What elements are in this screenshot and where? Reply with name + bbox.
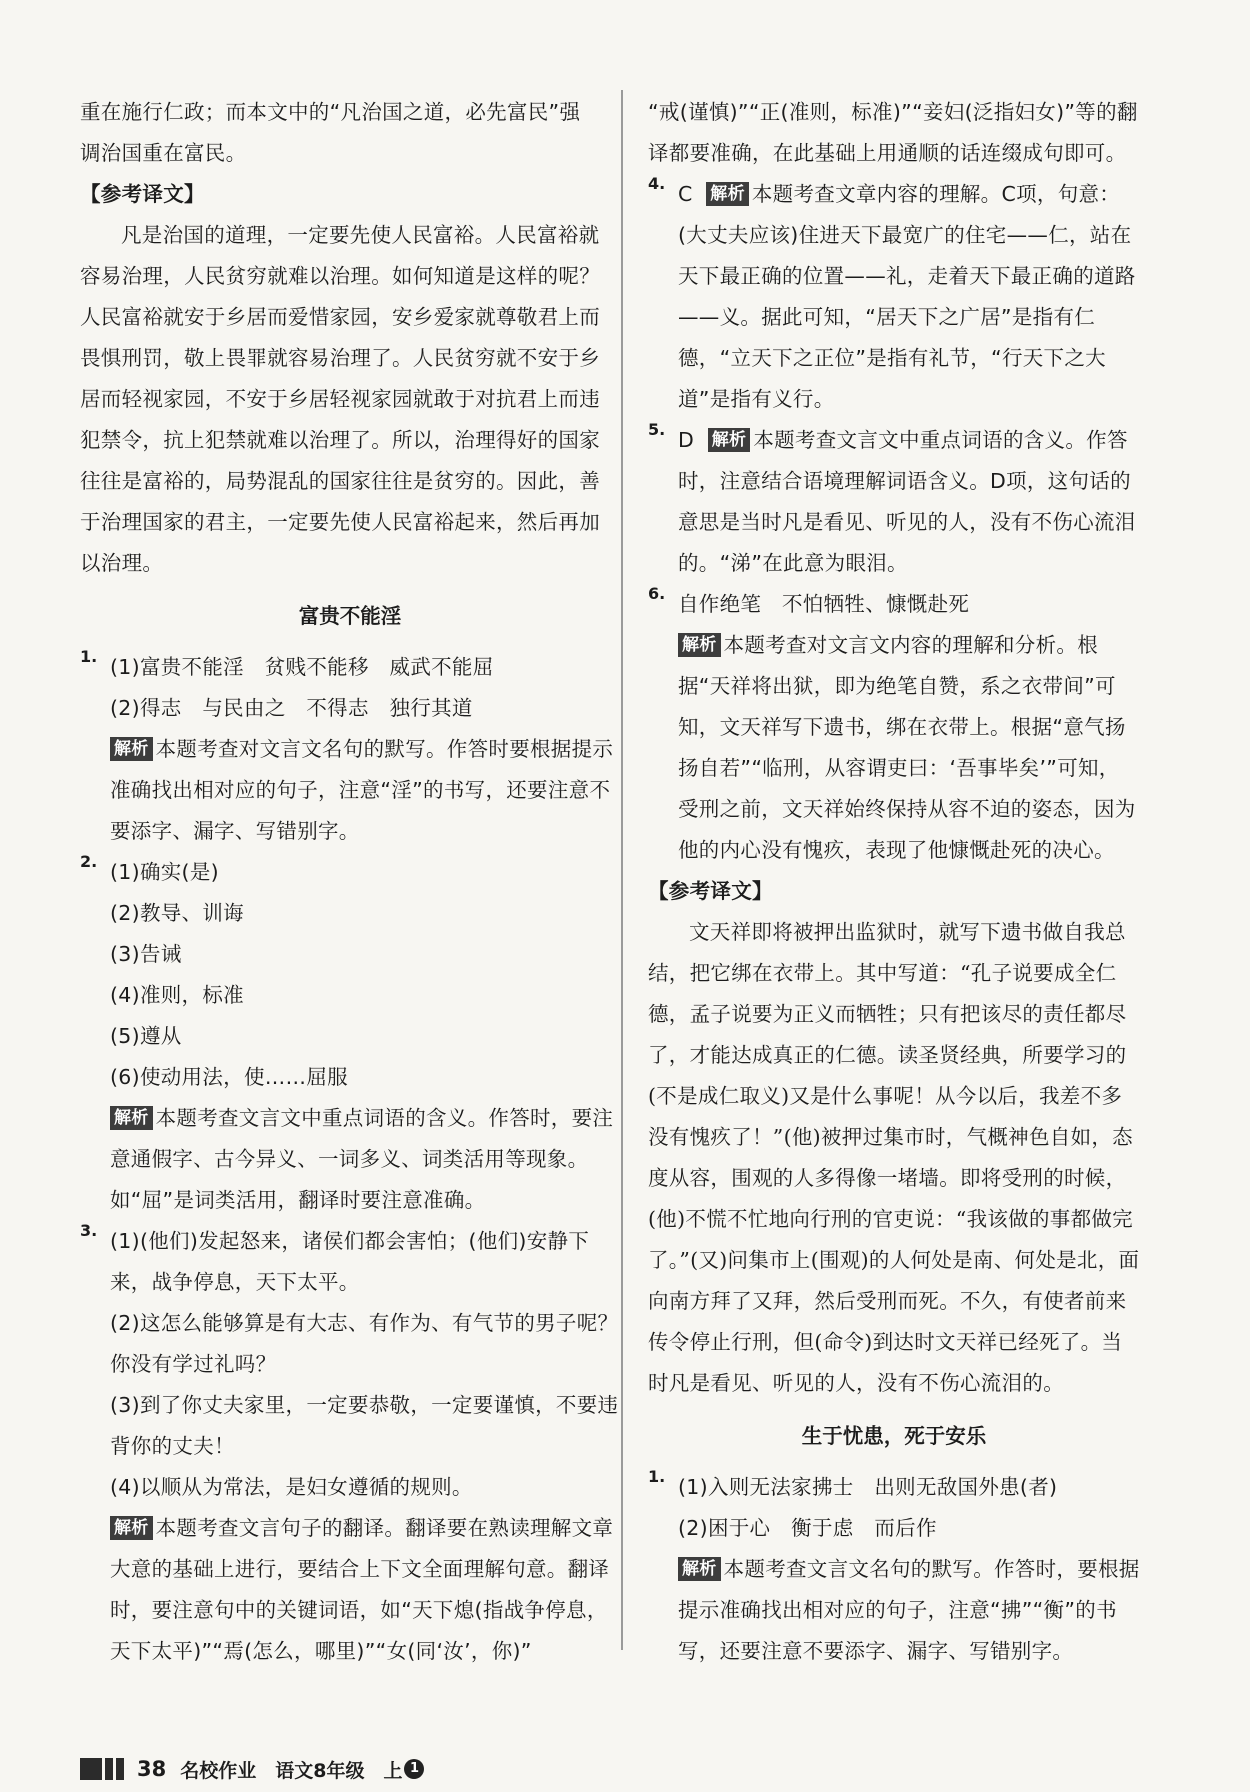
question-1 xyxy=(648,1467,1140,1672)
page-number: 38 xyxy=(137,1757,167,1781)
answer-line: (3)到了你丈夫家里，一定要恭敬，一定要谨慎，不要违背你的丈夫！ xyxy=(110,1393,619,1458)
answer-with-analysis xyxy=(678,420,1140,584)
reference-translation-heading: 【参考译文】 xyxy=(648,879,773,903)
analysis-body: 本题考查文言文中重点词语的含义。作答时，要注意通假字、古今异义、一词多义、词类活用等现象。如“屈”是词类活用，翻译时要注意准确。 xyxy=(110,1106,614,1212)
reference-translation-heading: 【参考译文】 xyxy=(80,182,205,206)
answer-line: (1)富贵不能淫 贫贱不能移 威武不能屈 xyxy=(110,655,494,679)
question-4 xyxy=(648,174,1140,420)
reference-translation-text: 文天祥即将被押出监狱时，就写下遗书做自我总结，把它绑在衣带上。其中写道：“孔子说要成全仁德，孟子说要为正义而牺牲；只有把该尽的责任都尽了，才能达成真正的仁德。读圣贤经典，所要学习的(不是成仁取义)又是什么事呢！从今以后，我差不多没有愧疚了！”(他)被押过集市时，气概神色自如，态度从容，围观的人多得像一堵墙。即将受刑的时候，(他)不慌不忙地向行刑的官吏说：“我该做的事都做完了。”(又)问集市上(围观)的人何处是南、何处是北，面向南方拜了又拜，然后受刑而死。不久，有使者前来传令停止行刑，但(命令)到达时文天祥已经死了。当时凡是看见、听见的人，没有不伤心流泪的。 xyxy=(648,920,1140,1395)
analysis-badge: 解析 xyxy=(678,1557,721,1581)
answer-line: (6)使动用法，使……屈服 xyxy=(110,1065,348,1089)
answer-line: (2)教导、训诲 xyxy=(110,901,244,925)
column-divider xyxy=(621,90,623,1650)
answer-line: (3)告诫 xyxy=(110,942,182,966)
answer-line: (2)得志 与民由之 不得志 独行其道 xyxy=(110,696,473,720)
left-column xyxy=(80,92,620,1672)
analysis-badge: 解析 xyxy=(708,428,751,452)
analysis-badge: 解析 xyxy=(110,737,153,761)
section-title: 生于忧患，死于安乐 xyxy=(801,1424,987,1448)
analysis-body: 本题考查文言文名句的默写。作答时，要根据提示准确找出相对应的句子，注意“拂”“衡”的书写，还要注意不要添字、漏字、写错别字。 xyxy=(678,1557,1140,1663)
book-title: 名校作业 语文8年级 上 xyxy=(180,1759,403,1782)
question-number: 1. xyxy=(80,647,98,666)
answer-line: (1)入则无法家拂士 出则无敌国外患(者) xyxy=(678,1475,1058,1499)
analysis-text xyxy=(110,1098,620,1221)
right-column xyxy=(648,92,1140,1672)
analysis-badge: 解析 xyxy=(110,1106,153,1130)
answer-line: (2)这怎么能够算是有大志、有作为、有气节的男子呢？你没有学过礼吗？ xyxy=(110,1311,619,1376)
volume-circle-badge: 1 xyxy=(404,1759,424,1779)
question-number: 6. xyxy=(648,584,666,603)
question-3-continued: “戒(谨慎)”“正(准则，标准)”“妾妇(泛指妇女)”等的翻译都要准确，在此基础上用通顺的话连缀成句即可。 xyxy=(648,100,1138,165)
analysis-badge: 解析 xyxy=(110,1516,153,1540)
intro-line: 重在施行仁政；而本文中的“凡治国之道，必先富民”强 xyxy=(80,100,581,124)
question-number: 2. xyxy=(80,852,98,871)
answer-line: (1)(他们)发起怒来，诸侯们都会害怕；(他们)安静下来，战争停息，天下太平。 xyxy=(110,1229,590,1294)
question-number: 5. xyxy=(648,420,666,439)
intro-line: 调治国重在富民。 xyxy=(80,141,247,165)
answer-choice: C xyxy=(678,182,693,206)
question-number: 4. xyxy=(648,174,666,193)
question-6 xyxy=(648,584,1140,871)
answer-line: (2)困于心 衡于虑 而后作 xyxy=(678,1516,937,1540)
section-title: 富贵不能淫 xyxy=(298,604,402,628)
question-5 xyxy=(648,420,1140,584)
analysis-text xyxy=(110,729,620,852)
analysis-body: 本题考查文言句子的翻译。翻译要在熟读理解文章大意的基础上进行，要结合上下文全面理解句意。翻译时，要注意句中的关键词语，如“天下熄(指战争停息，天下太平)”“焉(怎么，哪里)”“女(同‘汝’，你)” xyxy=(110,1516,614,1663)
answer-line: (4)准则，标准 xyxy=(110,983,244,1007)
analysis-badge: 解析 xyxy=(706,182,749,206)
analysis-text xyxy=(110,1508,620,1672)
answer-line: (1)确实(是) xyxy=(110,860,219,884)
reference-translation-text: 凡是治国的道理，一定要先使人民富裕。人民富裕就容易治理，人民贫穷就难以治理。如何知道是这样的呢？人民富裕就安于乡居而爱惜家园，安乡爱家就尊敬君上而畏惧刑罚，敬上畏罪就容易治理了。人民贫穷就不安于乡居而轻视家园，不安于乡居轻视家园就敢于对抗君上而违犯禁令，抗上犯禁就难以治理了。所以，治理得好的国家往往是富裕的，局势混乱的国家往往是贫穷的。因此，善于治理国家的君主，一定要先使人民富裕起来，然后再加以治理。 xyxy=(80,223,600,575)
analysis-body: 本题考查文言文中重点词语的含义。作答时，注意结合语境理解词语含义。D项，这句话的意思是当时凡是看见、听见的人，没有不伤心流泪的。“涕”在此意为眼泪。 xyxy=(678,428,1136,575)
page-footer xyxy=(80,1754,424,1784)
question-3 xyxy=(80,1221,620,1672)
answer-line: 自作绝笔 不怕牺牲、慷慨赴死 xyxy=(678,592,970,616)
question-1 xyxy=(80,647,620,852)
question-2 xyxy=(80,852,620,1221)
question-number: 3. xyxy=(80,1221,98,1240)
analysis-text xyxy=(678,1549,1140,1672)
answer-line: (4)以顺从为常法，是妇女遵循的规则。 xyxy=(110,1475,473,1499)
question-number: 1. xyxy=(648,1467,666,1486)
answer-with-analysis xyxy=(678,174,1140,420)
footer-bars-decoration xyxy=(80,1758,127,1780)
answer-line: (5)遵从 xyxy=(110,1024,182,1048)
analysis-body: 本题考查对文言文内容的理解和分析。根据“天祥将出狱，即为绝笔自赞，系之衣带间”可知，文天祥写下遗书，绑在衣带上。根据“意气扬扬自若”“临刑，从容谓吏曰：‘吾事毕矣’”可知，受刑之前，文天祥始终保持从容不迫的姿态，因为他的内心没有愧疚，表现了他慷慨赴死的决心。 xyxy=(678,633,1136,862)
analysis-badge: 解析 xyxy=(678,633,721,657)
analysis-body: 本题考查对文言文名句的默写。作答时要根据提示准确找出相对应的句子，注意“淫”的书写，还要注意不要添字、漏字、写错别字。 xyxy=(110,737,614,843)
answer-choice: D xyxy=(678,428,695,452)
analysis-text xyxy=(678,625,1140,871)
analysis-body: 本题考查文章内容的理解。C项，句意：(大丈夫应该)住进天下最宽广的住宅——仁，站在天下最正确的位置——礼，走着天下最正确的道路——义。据此可知，“居天下之广居”是指有仁德，“立天下之正位”是指有礼节，“行天下之大道”是指有义行。 xyxy=(678,182,1136,411)
